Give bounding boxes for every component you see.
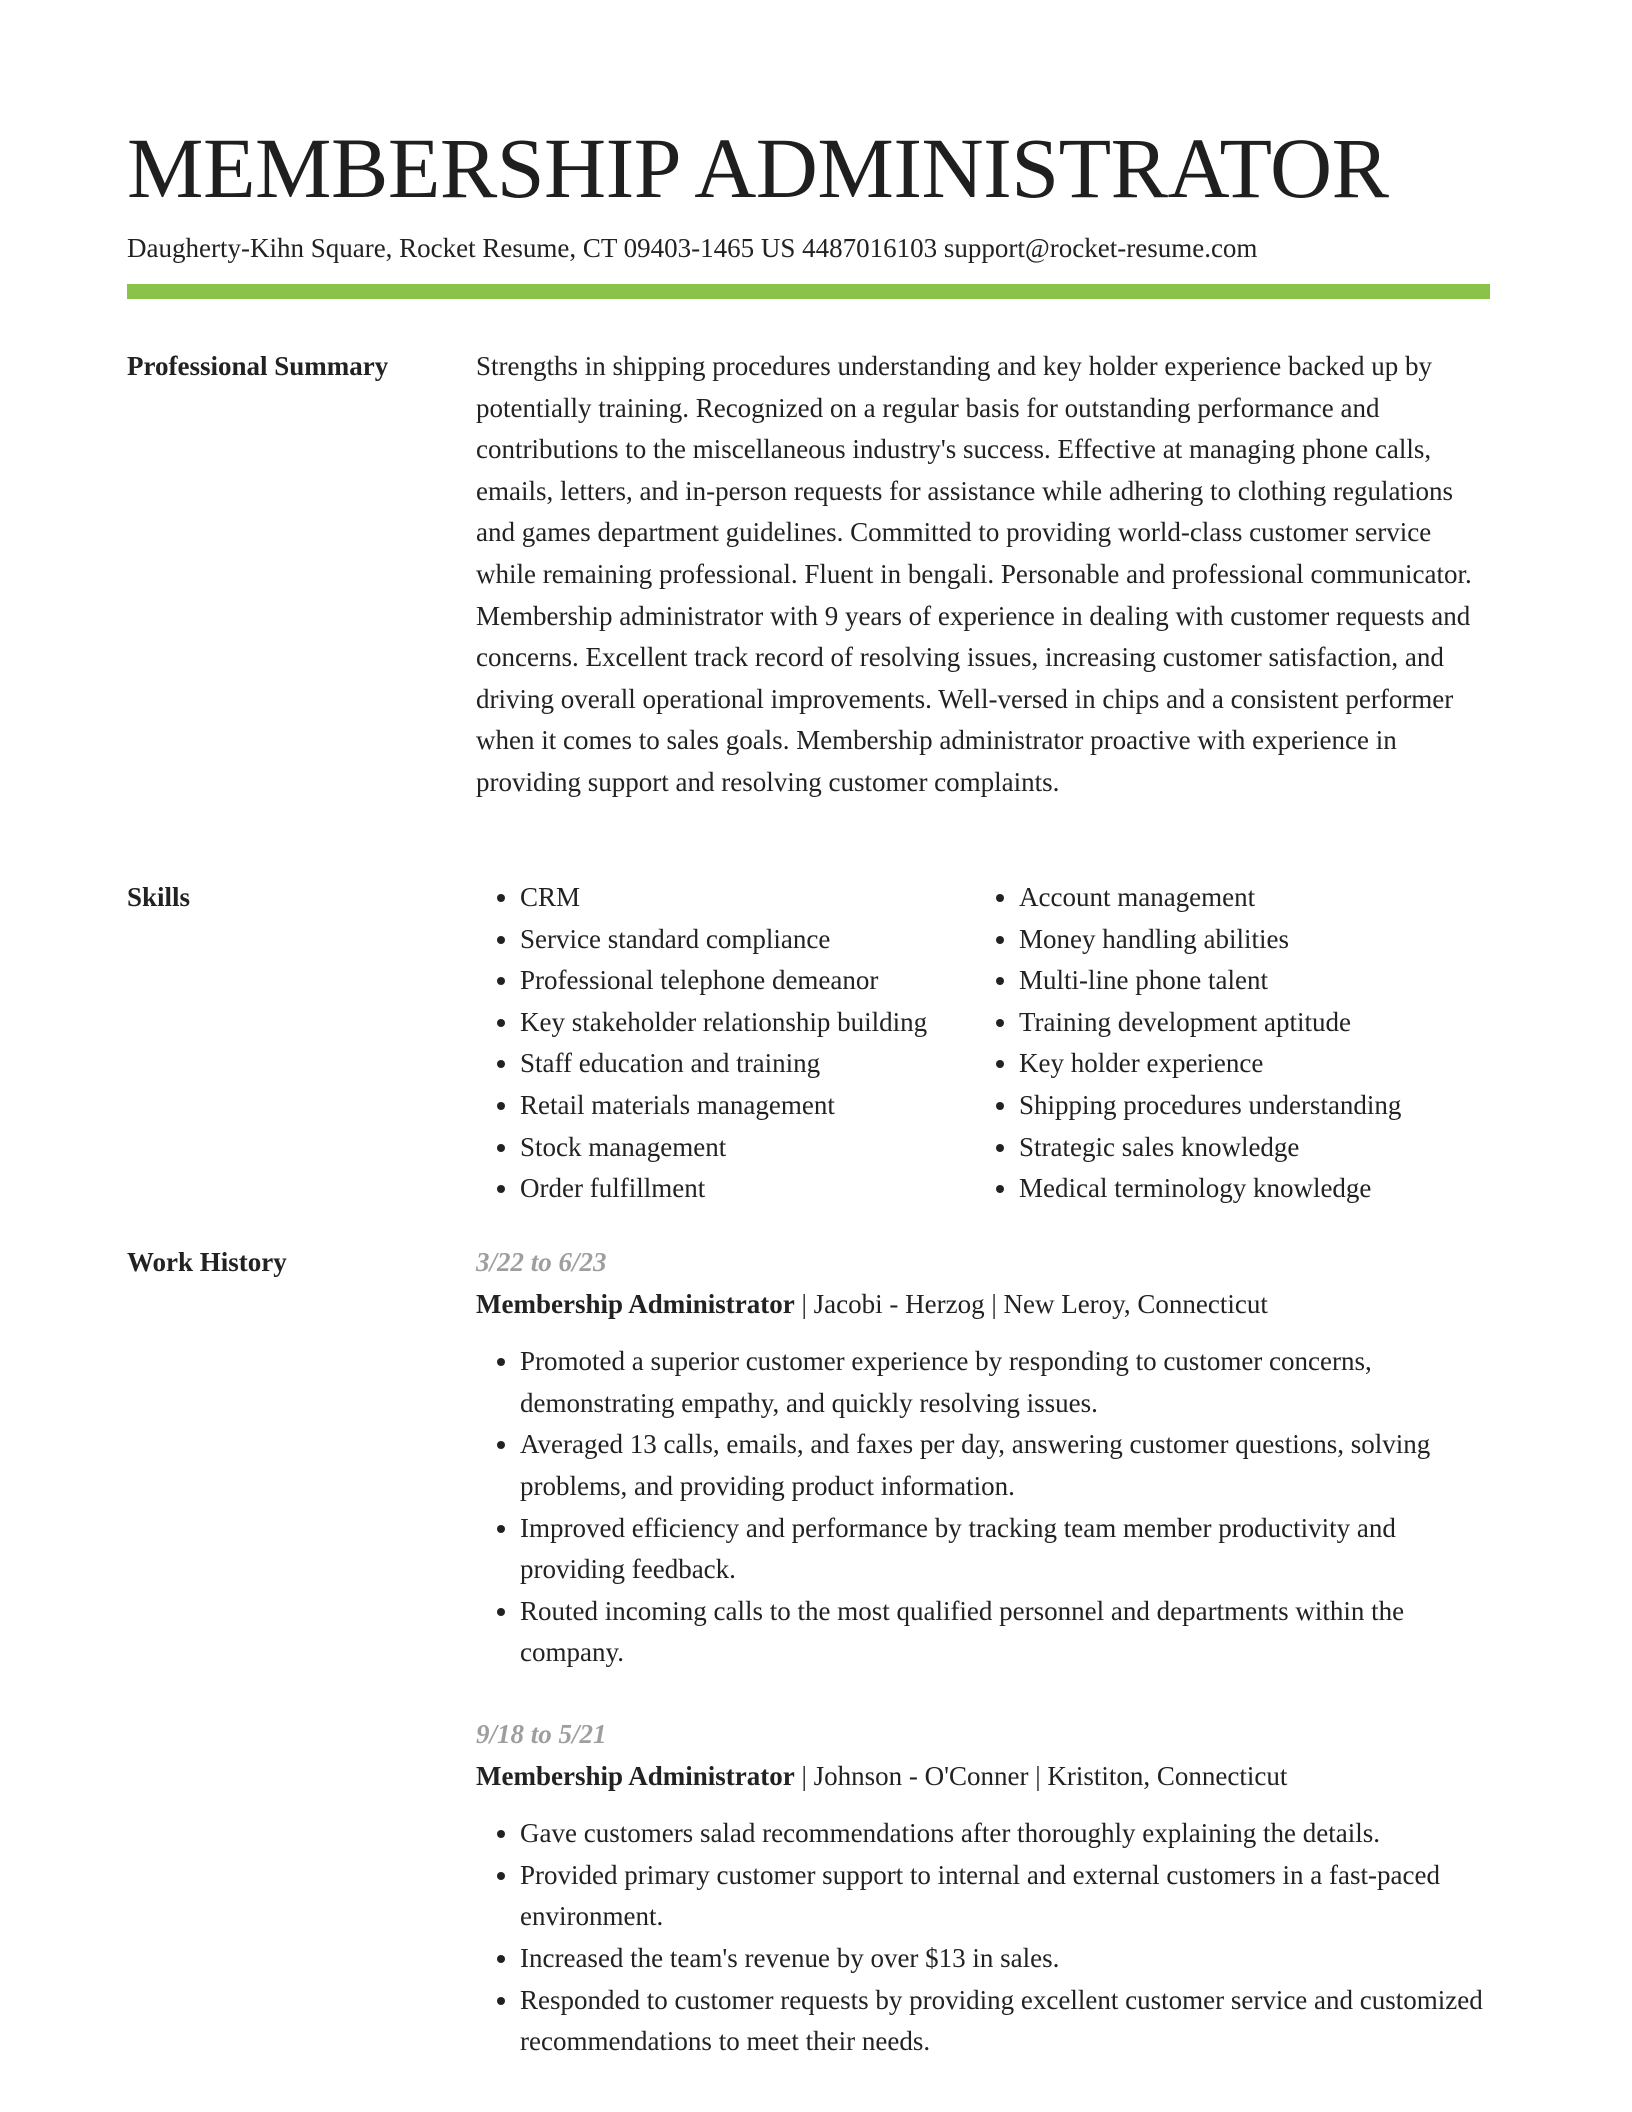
job-bullet: • Responded to customer requests by providing excellent customer service and customized recommendations to meet their needs. [520, 1980, 1490, 2063]
job-dates: 9/18 to 5/21 [476, 1718, 607, 1749]
job-title-line [476, 1756, 1490, 1798]
skills-list-left [476, 877, 975, 1210]
skill-item: • Training development aptitude [1019, 1002, 1401, 1044]
skill-item: • Staff education and training [520, 1043, 975, 1085]
summary-body [476, 346, 1490, 804]
skill-item: • Key stakeholder relationship building [520, 1002, 975, 1044]
resume-title: MEMBERSHIP ADMINISTRATOR [127, 120, 1389, 216]
skill-item: • Retail materials management [520, 1085, 975, 1127]
skill-item: • Money handling abilities [1019, 919, 1401, 961]
skills-heading: Skills [127, 882, 191, 912]
job-company-location: | Johnson - O'Conner | Kristiton, Connecticut [794, 1760, 1288, 1791]
job-bullet: • Provided primary customer support to internal and external customers in a fast-paced environment. [520, 1855, 1490, 1938]
skill-item: • Shipping procedures understanding [1019, 1085, 1401, 1127]
job-entry [476, 1242, 1490, 1674]
job-bullet: • Improved efficiency and performance by tracking team member productivity and providing feedback. [520, 1508, 1490, 1591]
job-bullets [476, 1813, 1490, 2063]
summary-heading: Professional Summary [127, 351, 389, 381]
skill-item: • Account management [1019, 877, 1401, 919]
skill-item: • Key holder experience [1019, 1043, 1401, 1085]
summary-text: Strengths in shipping procedures understanding and key holder experience backed up by potentially training. Recognized on a regular basis for outstanding performance and contributions to the miscellaneous industry's success. Effective at managing phone calls, emails, letters, and in-person requests for assistance while adhering to clothing regulations and games department guidelines. Committed to providing world-class customer service while remaining professional. Fluent in bengali. Personable and professional communicator. Membership administrator with 9 years of experience in dealing with customer requests and concerns. Excellent track record of resolving issues, increasing customer satisfaction, and driving overall operational improvements. Well-versed in chips and a consistent performer when it comes to sales goals. Membership administrator proactive with experience in providing support and resolving customer complaints. [476, 351, 1472, 797]
skill-item: • Medical terminology knowledge [1019, 1168, 1401, 1210]
job-bullet: • Gave customers salad recommendations after thoroughly explaining the details. [520, 1813, 1490, 1855]
skill-item: • CRM [520, 877, 975, 919]
job-title: Membership Administrator [476, 1760, 795, 1791]
skill-item: • Professional telephone demeanor [520, 960, 975, 1002]
job-company-location: | Jacobi - Herzog | New Leroy, Connecticut [794, 1288, 1268, 1319]
job-bullet: • Increased the team's revenue by over $13 in sales. [520, 1938, 1490, 1980]
job-bullets [476, 1341, 1490, 1674]
job-bullet: • Promoted a superior customer experience by responding to customer concerns, demonstrating empathy, and quickly resolving issues. [520, 1341, 1490, 1424]
job-title-line [476, 1284, 1490, 1326]
skill-item: • Order fulfillment [520, 1168, 975, 1210]
job-bullet: • Routed incoming calls to the most qualified personnel and departments within the company. [520, 1591, 1490, 1674]
skill-item: • Service standard compliance [520, 919, 975, 961]
job-entry [476, 1714, 1490, 2063]
accent-divider [127, 284, 1490, 299]
job-bullet: • Averaged 13 calls, emails, and faxes per day, answering customer questions, solving problems, and providing product information. [520, 1424, 1490, 1507]
skill-item: • Strategic sales knowledge [1019, 1127, 1401, 1169]
skill-item: • Stock management [520, 1127, 975, 1169]
contact-line: Daugherty-Kihn Square, Rocket Resume, CT 09403-1465 US 4487016103 support@rocket-resume.com [127, 233, 1258, 263]
job-title: Membership Administrator [476, 1288, 795, 1319]
work-history-body [476, 1242, 1490, 2103]
skills-list-right [975, 877, 1401, 1210]
skill-item: • Multi-line phone talent [1019, 960, 1401, 1002]
job-dates: 3/22 to 6/23 [476, 1247, 607, 1277]
work-history-heading: Work History [127, 1247, 287, 1277]
skills-body [476, 877, 1490, 1210]
